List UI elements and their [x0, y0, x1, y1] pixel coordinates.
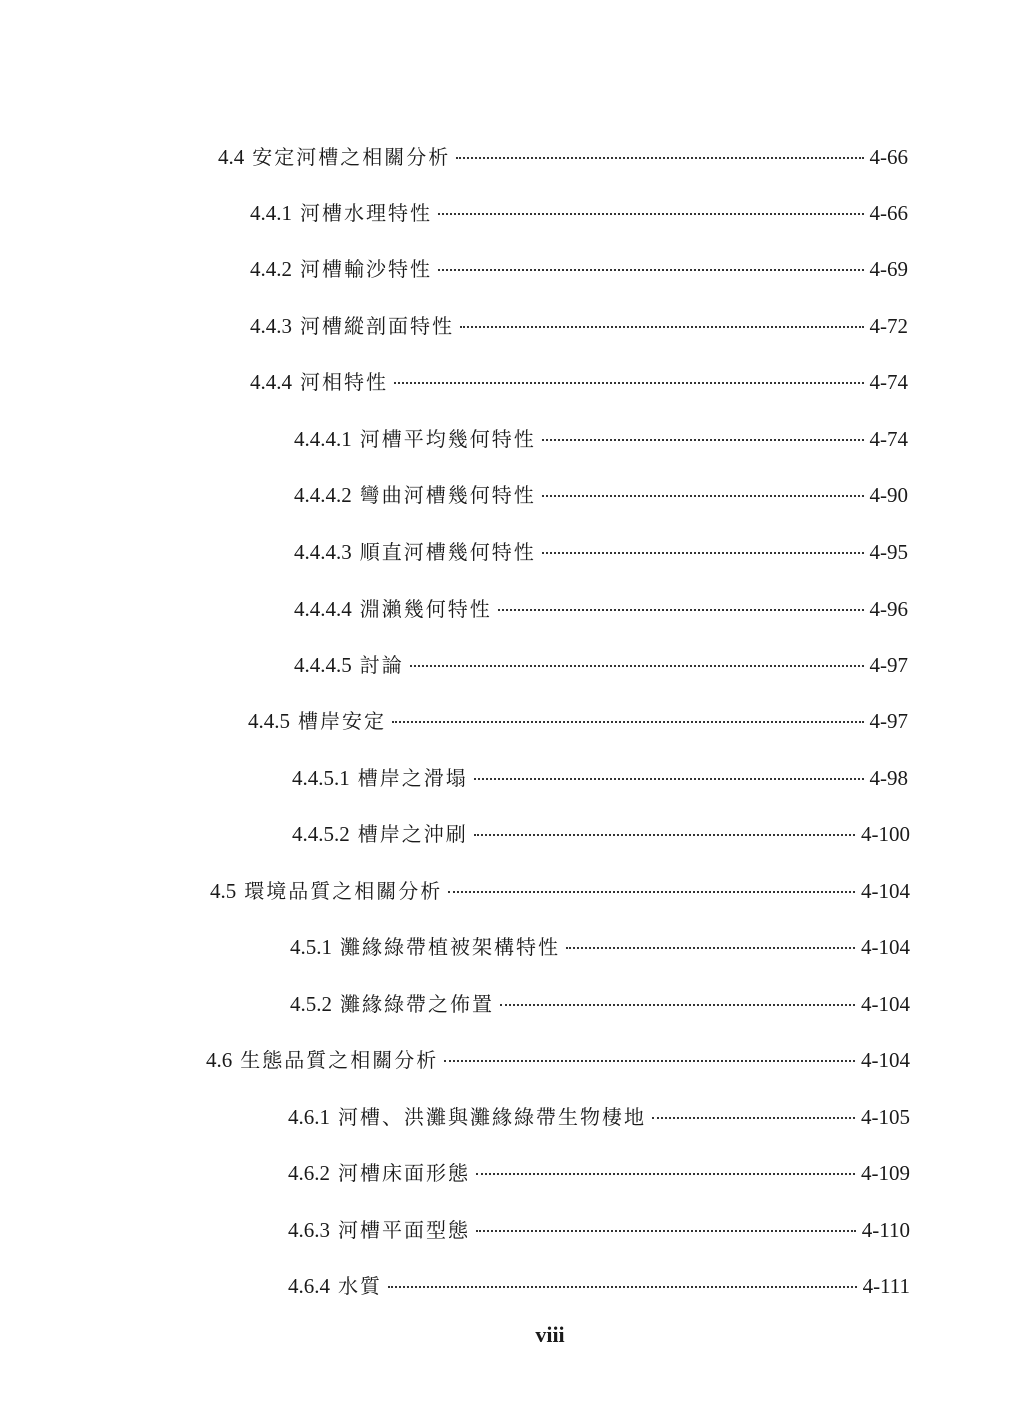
dot-leader [474, 834, 855, 836]
dot-leader [448, 891, 855, 893]
entry-title: 生態品質之相關分析 [240, 1048, 439, 1072]
entry-title: 槽岸之沖刷 [357, 822, 468, 846]
dot-leader [438, 213, 864, 215]
toc-entry[interactable] [218, 140, 908, 174]
entry-number: 4.6.4 [288, 1274, 330, 1298]
entry-title: 順直河槽幾何特性 [359, 540, 536, 564]
dot-leader [474, 778, 864, 780]
entry-page: 4-66 [869, 145, 908, 169]
dot-leader [460, 326, 864, 328]
toc-entry[interactable] [294, 535, 908, 569]
entry-number: 4.4.3 [250, 314, 292, 338]
toc-entry[interactable] [290, 930, 910, 964]
entry-page: 4-74 [869, 370, 908, 394]
entry-number: 4.4.5 [248, 709, 290, 733]
entry-number: 4.6.2 [288, 1161, 330, 1185]
entry-number: 4.5.2 [290, 992, 332, 1016]
entry-title: 灘緣綠帶植被架構特性 [340, 935, 560, 959]
entry-page: 4-74 [869, 427, 908, 451]
entry-number: 4.4.4.1 [294, 427, 352, 451]
dot-leader [652, 1117, 855, 1119]
dot-leader [476, 1173, 855, 1175]
entry-title: 河槽輸沙特性 [300, 257, 432, 281]
toc-entry[interactable] [290, 987, 910, 1021]
dot-leader [542, 495, 864, 497]
dot-leader [542, 552, 864, 554]
entry-title: 槽岸安定 [298, 709, 386, 733]
entry-title: 河槽平均幾何特性 [359, 427, 536, 451]
entry-number: 4.6 [206, 1048, 233, 1072]
dot-leader [542, 439, 864, 441]
entry-number: 4.4.5.2 [292, 822, 350, 846]
entry-page: 4-110 [861, 1218, 910, 1242]
dot-leader [438, 269, 864, 271]
entry-title: 水質 [338, 1274, 382, 1298]
toc-entry[interactable] [248, 704, 908, 738]
dot-leader [498, 609, 864, 611]
entry-number: 4.4.2 [250, 257, 292, 281]
entry-number: 4.5 [210, 879, 237, 903]
entry-page: 4-105 [861, 1105, 910, 1129]
entry-page: 4-95 [869, 540, 908, 564]
toc-entry[interactable] [288, 1156, 910, 1190]
entry-title: 環境品質之相關分析 [244, 879, 443, 903]
toc-entry[interactable] [292, 761, 908, 795]
toc-entry[interactable] [250, 196, 908, 230]
entry-page: 4-69 [869, 257, 908, 281]
entry-page: 4-100 [861, 822, 910, 846]
dot-leader [500, 1004, 855, 1006]
dot-leader [444, 1060, 855, 1062]
toc-entry[interactable] [288, 1100, 910, 1134]
toc-entry[interactable] [294, 648, 908, 682]
entry-page: 4-104 [861, 935, 910, 959]
entry-title: 河相特性 [300, 370, 388, 394]
entry-title: 彎曲河槽幾何特性 [359, 483, 536, 507]
entry-title: 淵瀨幾何特性 [359, 597, 492, 621]
toc-entry[interactable] [294, 592, 908, 626]
entry-title: 河槽平面型態 [338, 1218, 470, 1242]
entry-number: 4.4.4.4 [294, 597, 352, 621]
toc-entry[interactable] [210, 874, 910, 908]
entry-page: 4-104 [861, 1048, 910, 1072]
dot-leader [456, 157, 863, 159]
entry-title: 河槽水理特性 [300, 201, 432, 225]
dot-leader [476, 1230, 856, 1232]
entry-number: 4.6.3 [288, 1218, 330, 1242]
entry-page: 4-109 [861, 1161, 910, 1185]
dot-leader [388, 1286, 857, 1288]
entry-number: 4.4.4 [250, 370, 292, 394]
entry-title: 河槽床面形態 [338, 1161, 470, 1185]
entry-title: 灘緣綠帶之佈置 [340, 992, 494, 1016]
entry-number: 4.4.4.5 [294, 653, 352, 677]
entry-number: 4.4.4.3 [294, 540, 352, 564]
dot-leader [410, 665, 864, 667]
entry-page: 4-111 [862, 1274, 910, 1298]
entry-title: 河槽縱剖面特性 [300, 314, 454, 338]
toc-entry[interactable] [250, 309, 908, 343]
dot-leader [394, 382, 864, 384]
toc-entry[interactable] [294, 422, 908, 456]
toc-entry[interactable] [250, 365, 908, 399]
entry-title: 安定河槽之相關分析 [252, 145, 451, 169]
toc-entry[interactable] [288, 1269, 910, 1303]
entry-number: 4.6.1 [288, 1105, 330, 1129]
toc-entry[interactable] [292, 817, 910, 851]
entry-page: 4-104 [861, 992, 910, 1016]
entry-page: 4-104 [861, 879, 910, 903]
entry-page: 4-90 [869, 483, 908, 507]
toc-entry[interactable] [288, 1213, 910, 1247]
toc-entry[interactable] [250, 252, 908, 286]
entry-page: 4-66 [869, 201, 908, 225]
entry-number: 4.5.1 [290, 935, 332, 959]
entry-number: 4.4.1 [250, 201, 292, 225]
entry-page: 4-72 [869, 314, 908, 338]
entry-number: 4.4.4.2 [294, 483, 352, 507]
page-number: viii [535, 1322, 565, 1347]
entry-title: 討論 [359, 653, 404, 677]
dot-leader [392, 721, 864, 723]
entry-page: 4-97 [869, 653, 908, 677]
entry-title: 河槽、洪灘與灘緣綠帶生物棲地 [338, 1105, 646, 1129]
toc-entry[interactable] [294, 478, 908, 512]
toc-entry[interactable] [206, 1043, 910, 1077]
entry-number: 4.4.5.1 [292, 766, 350, 790]
entry-number: 4.4 [218, 145, 245, 169]
entry-title: 槽岸之滑塌 [357, 766, 468, 790]
dot-leader [566, 947, 855, 949]
entry-page: 4-97 [869, 709, 908, 733]
entry-page: 4-96 [869, 597, 908, 621]
entry-page: 4-98 [869, 766, 908, 790]
